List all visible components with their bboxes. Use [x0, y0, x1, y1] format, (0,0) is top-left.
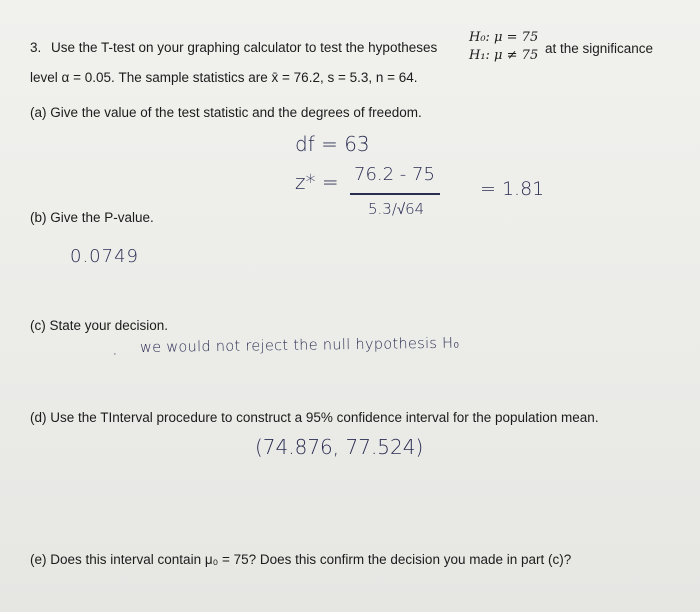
handwritten-p-value: 0.0749: [70, 246, 139, 267]
handwritten-decision: we would not reject the null hypothesis H₀: [139, 335, 460, 356]
part-c-question: (c) State your decision.: [30, 318, 169, 333]
handwritten-z-result: = 1.81: [480, 178, 545, 200]
problem-number: 3.: [30, 40, 42, 55]
handwritten-confidence-interval: (74.876, 77.524): [255, 435, 424, 459]
handwritten-df: df = 63: [295, 132, 370, 156]
part-e-question: (e) Does this interval contain μ₀ = 75? Does this confirm the decision you made in part (c)?: [30, 552, 572, 567]
null-hypothesis: H₀: μ = 75: [469, 30, 539, 45]
part-a-question: (a) Give the value of the test statistic and the degrees of freedom.: [30, 105, 422, 120]
problem-statistics: level α = 0.05. The sample statistics are x̄ = 76.2, s = 5.3, n = 64.: [30, 70, 418, 85]
handwritten-denominator: 5.3/√64: [368, 200, 425, 218]
handwritten-bullet: ·: [112, 344, 118, 365]
problem-intro: Use the T-test on your graphing calculator to test the hypotheses: [51, 40, 438, 55]
problem-intro-tail: at the significance: [545, 41, 654, 56]
part-d-question: (d) Use the TInterval procedure to construct a 95% confidence interval for the population mean.: [30, 410, 599, 425]
part-b-question: (b) Give the P-value.: [30, 210, 154, 225]
alternative-hypothesis: H₁: μ ≠ 75: [469, 48, 539, 63]
fraction-bar: [350, 193, 440, 195]
handwritten-z-lhs: z* =: [295, 170, 339, 194]
handwritten-numerator: 76.2 - 75: [354, 164, 435, 185]
